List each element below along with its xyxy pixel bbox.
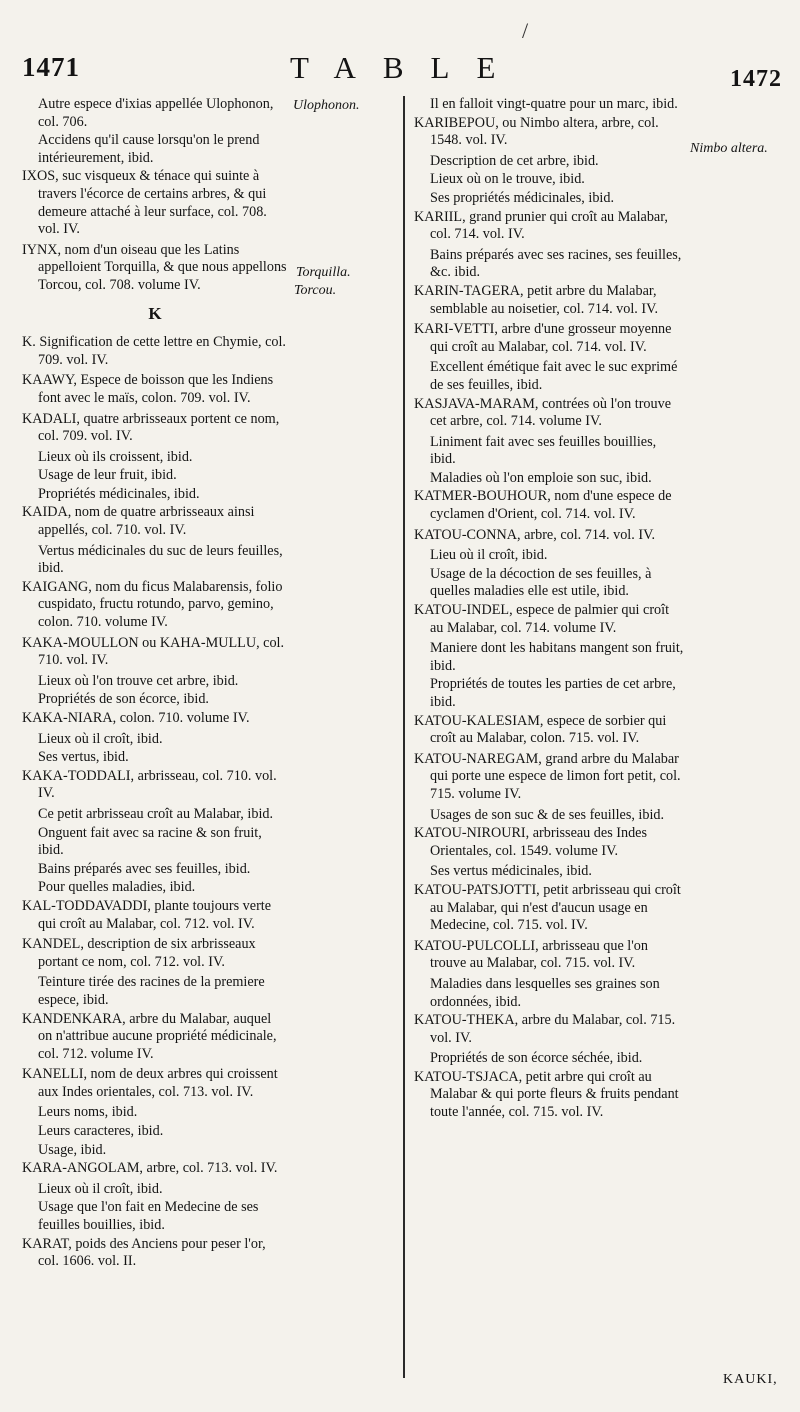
index-entry: K. Signification de cette lettre en Chymie, col. 709. vol. IV. xyxy=(22,334,286,368)
index-subentry: Ses propriétés médicinales, ibid. xyxy=(430,189,615,206)
index-entry: KARA-ANGOLAM, arbre, col. 713. vol. IV. xyxy=(22,1160,278,1177)
index-entry: KAIDA, nom de quatre arbrisseaux ainsi appellés, col. 710. vol. IV. xyxy=(22,504,255,539)
index-subentry: Lieux où il croît, ibid. xyxy=(38,730,163,747)
index-subentry: Propriétés de toutes les parties de cet arbre, ibid. xyxy=(430,676,676,710)
index-subentry: Bains préparés avec ses feuilles, ibid. xyxy=(38,860,251,877)
index-entry: KARAT, poids des Anciens pour peser l'or, col. 1606. vol. II. xyxy=(22,1235,266,1270)
index-subentry: Excellent émétique fait avec le suc exprimé de ses feuilles, ibid. xyxy=(430,359,678,393)
index-entry: KAKA-NIARA, colon. 710. volume IV. xyxy=(22,710,250,726)
index-subentry: Usages de son suc & de ses feuilles, ibid. xyxy=(430,806,665,823)
index-subentry: Autre espece d'ixias appellée Ulophonon, col. 706. xyxy=(38,96,274,130)
index-entry: KAKA-MOULLON ou KAHA-MULLU, col. 710. vol. IV. xyxy=(22,634,285,669)
index-entry: KATOU-TSJACA, petit arbre qui croît au Malabar & qui porte fleurs & fruits pendant toute l'année, col. 715. vol. IV. xyxy=(414,1068,679,1121)
index-entry: KANELLI, nom de deux arbres qui croissent aux Indes orientales, col. 713. vol. IV. xyxy=(22,1066,278,1100)
index-subentry: Lieux où il croît, ibid. xyxy=(38,1180,163,1197)
index-subentry: Propriétés de son écorce séchée, ibid. xyxy=(430,1050,643,1067)
index-subentry: Ses vertus médicinales, ibid. xyxy=(430,863,592,880)
index-entry: KARIN-TAGERA, petit arbre du Malabar, semblable au noisetier, col. 714. vol. IV. xyxy=(414,282,659,317)
index-subentry: Teinture tirée des racines de la premiere espece, ibid. xyxy=(38,974,265,1008)
margin-note-torquilla: Torquilla. xyxy=(296,265,351,280)
index-entry: KAIGANG, nom du ficus Malabarensis, folio cuspidato, fructu rotundo, parvo, gemino, colon. 710. volume IV. xyxy=(22,578,283,631)
page-number-left: 1471 xyxy=(22,52,80,82)
index-entry: KAAWY, Espece de boisson que les Indiens font avec le maïs, colon. 709. vol. IV. xyxy=(22,372,274,406)
index-subentry: Leurs noms, ibid. xyxy=(38,1104,138,1121)
index-subentry: Pour quelles maladies, ibid. xyxy=(38,879,196,896)
index-subentry: Ce petit arbrisseau croît au Malabar, ibid. xyxy=(38,805,274,822)
index-entry: KATOU-PULCOLLI, arbrisseau que l'on trouve au Malabar, col. 715. vol. IV. xyxy=(414,937,648,972)
index-subentry: Maladies où l'on emploie son suc, ibid. xyxy=(430,469,652,486)
index-subentry: Onguent fait avec sa racine & son fruit, ibid. xyxy=(38,824,262,859)
index-subentry: Il en falloit vingt-quatre pour un marc, ibid. xyxy=(430,96,678,112)
ink-mark: / xyxy=(522,18,529,43)
index-subentry: Usage de la décoction de ses feuilles, à quelles maladies elle est utile, ibid. xyxy=(430,565,652,600)
index-subentry: Propriétés médicinales, ibid. xyxy=(38,485,200,502)
index-entry: KATOU-THEKA, arbre du Malabar, col. 715. vol. IV. xyxy=(414,1012,676,1046)
index-entry: KATOU-CONNA, arbre, col. 714. vol. IV. xyxy=(414,526,656,543)
index-subentry: Lieux où on le trouve, ibid. xyxy=(430,171,585,188)
index-subentry: Lieux où ils croissent, ibid. xyxy=(38,448,193,465)
index-subentry: Maniere dont les habitans mangent son fruit, ibid. xyxy=(430,640,684,674)
index-entry: KADALI, quatre arbrisseaux portent ce nom, col. 709. vol. IV. xyxy=(22,410,280,445)
index-subentry: Propriétés de son écorce, ibid. xyxy=(38,691,209,708)
index-entry: KARI-VETTI, arbre d'une grosseur moyenne qui croît au Malabar, col. 714. vol. IV. xyxy=(414,321,672,355)
index-entry: KASJAVA-MARAM, contrées où l'on trouve cet arbre, col. 714. volume IV. xyxy=(414,395,672,430)
catchword: KAUKI, xyxy=(723,1372,778,1387)
margin-note-ulophonon: Ulophonon. xyxy=(293,98,360,113)
index-subentry: Usage que l'on fait en Medecine de ses feuilles bouillies, ibid. xyxy=(38,1199,259,1234)
index-subentry: Leurs caracteres, ibid. xyxy=(38,1123,164,1140)
margin-note-nimbo-altera: Nimbo altera. xyxy=(690,141,768,156)
index-entry: KATOU-PATSJOTTI, petit arbrisseau qui croît au Malabar, qui n'est d'aucun usage en Medecine, col. 715. vol. IV. xyxy=(414,881,681,934)
index-subentry: Description de cet arbre, ibid. xyxy=(430,152,599,169)
index-entry: KARIBEPOU, ou Nimbo altera, arbre, col. 1548. vol. IV. xyxy=(414,114,659,149)
index-subentry: Liniment fait avec ses feuilles bouillies, ibid. xyxy=(430,433,657,468)
index-entry: KAKA-TODDALI, arbrisseau, col. 710. vol. IV. xyxy=(22,767,277,802)
right-column xyxy=(414,96,684,1125)
index-entry: KATOU-NIROURI, arbrisseau des Indes Orientales, col. 1549. volume IV. xyxy=(414,825,647,859)
margin-note-torcou: Torcou. xyxy=(294,283,337,298)
index-entry: KAL-TODDAVADDI, plante toujours verte qui croît au Malabar, col. 712. vol. IV. xyxy=(22,897,272,932)
index-entry: KATMER-BOUHOUR, nom d'une espece de cyclamen d'Orient, col. 714. vol. IV. xyxy=(414,488,672,523)
section-letter: K xyxy=(148,303,162,323)
index-subentry: Accidens qu'il cause lorsqu'on le prend intérieurement, ibid. xyxy=(38,132,260,166)
index-entry: IXOS, suc visqueux & ténace qui suinte à travers l'écorce de certains arbres, & qui demeure attaché à leur surface, col. 708. vol. IV. xyxy=(22,168,267,238)
index-entry: KANDENKARA, arbre du Malabar, auquel on n'attribue aucune propriété médicinale, col. 712. volume IV. xyxy=(22,1010,277,1062)
index-subentry: Usage, ibid. xyxy=(38,1141,107,1158)
index-subentry: Lieux où l'on trouve cet arbre, ibid. xyxy=(38,672,239,689)
page-number-right: 1472 xyxy=(730,66,782,92)
index-entry: KANDEL, description de six arbrisseaux portant ce nom, col. 712. vol. IV. xyxy=(22,936,256,970)
index-subentry: Usage de leur fruit, ibid. xyxy=(38,467,177,484)
left-column xyxy=(22,96,288,1274)
index-entry: KATOU-INDEL, espece de palmier qui croît au Malabar, col. 714. volume IV. xyxy=(414,602,670,636)
index-subentry: Vertus médicinales du suc de leurs feuilles, ibid. xyxy=(38,542,283,577)
index-entry: IYNX, nom d'un oiseau que les Latins appelloient Torquilla, & que nous appellons Torcou, col. 708. volume IV. xyxy=(22,241,287,293)
index-subentry: Lieu où il croît, ibid. xyxy=(430,547,548,564)
index-entry: KATOU-KALESIAM, espece de sorbier qui croît au Malabar, colon. 715. vol. IV. xyxy=(414,712,667,747)
index-subentry: Maladies dans lesquelles ses graines son ordonnées, ibid. xyxy=(430,975,660,1010)
column-divider xyxy=(403,96,405,1378)
index-entry: KATOU-NAREGAM, grand arbre du Malabar qui porte une espece de limon fort petit, col. 715. volume IV. xyxy=(414,750,681,802)
index-entry: KARIIL, grand prunier qui croît au Malabar, col. 714. vol. IV. xyxy=(414,208,668,243)
index-subentry: Ses vertus, ibid. xyxy=(38,749,129,766)
page-title: TABLE xyxy=(290,50,523,85)
index-subentry: Bains préparés avec ses racines, ses feuilles, &c. ibid. xyxy=(430,246,682,281)
